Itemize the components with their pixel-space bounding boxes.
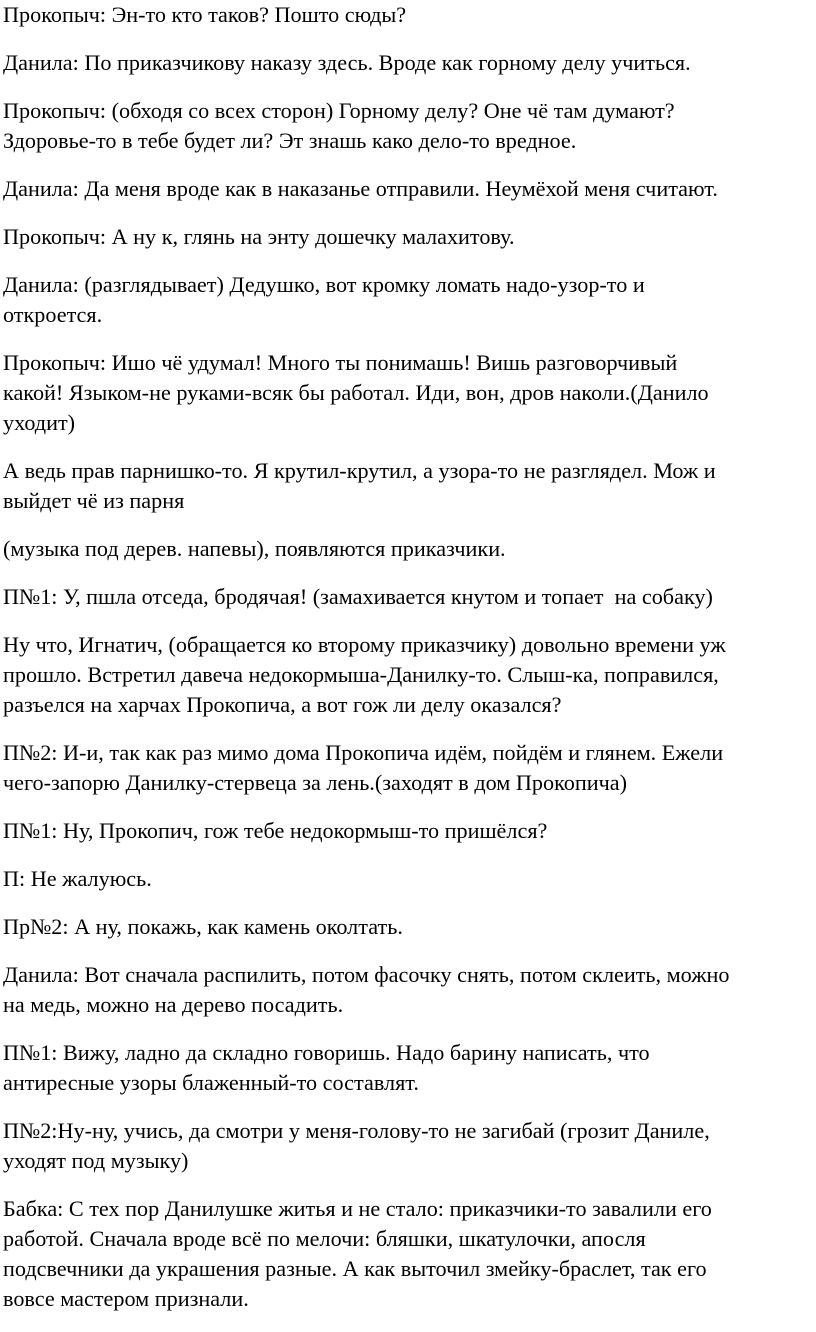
paragraph: П№1: У, пшла отседа, бродячая! (замахивается кнутом и топает на собаку) bbox=[3, 584, 713, 609]
paragraph: Данила: По приказчикову наказу здесь. Вроде как горному делу учиться. bbox=[3, 50, 691, 75]
paragraph: Данила: (разглядывает) Дедушко, вот кромку ломать надо-узор-то и откроется. bbox=[3, 272, 645, 327]
paragraph: А ведь прав парнишко-то. Я крутил-крутил, а узора-то не разглядел. Мож и выйдет чё из парня bbox=[3, 458, 716, 513]
paragraph: Данила: Да меня вроде как в наказанье отправили. Неумёхой меня считают. bbox=[3, 176, 718, 201]
paragraph: Пр№2: А ну, покажь, как камень околтать. bbox=[3, 914, 403, 939]
paragraph: П: Не жалуюсь. bbox=[3, 866, 152, 891]
paragraph: Прокопыч: Ишо чё удумал! Много ты понимашь! Вишь разговорчивый какой! Языком-не руками-всяк бы работал. Иди, вон, дров наколи.(Данило уходит) bbox=[3, 350, 709, 435]
paragraph: Прокопыч: А ну к, глянь на энту дошечку малахитову. bbox=[3, 224, 515, 249]
paragraph: (музыка под дерев. напевы), появляются приказчики. bbox=[3, 536, 506, 561]
paragraph: Ну что, Игнатич, (обращается ко второму приказчику) довольно времени уж прошло. Встретил давеча недокормыша-Данилку-то. Слыш-ка, поправился, разъелся на харчах Прокопича, а вот гож ли делу оказался? bbox=[3, 632, 726, 717]
paragraph: П№1: Ну, Прокопич, гож тебе недокормыш-то пришёлся? bbox=[3, 818, 548, 843]
paragraph: Бабка: С тех пор Данилушке житья и не стало: приказчики-то завалили его работой. Сначала вроде всё по мелочи: бляшки, шкатулочки, апосля подсвечники да украшения разные. А как выточил змейку-браслет, так его вовсе мастером признали. bbox=[3, 1196, 712, 1311]
paragraph: П№1: Вижу, ладно да складно говоришь. Надо барину написать, что антиресные узоры блаженный-то составлят. bbox=[3, 1040, 650, 1095]
paragraph: Прокопыч: (обходя со всех сторон) Горному делу? Оне чё там думают? Здоровье-то в тебе будет ли? Эт знашь како дело-то вредное. bbox=[3, 98, 675, 153]
paragraph: П№2:Ну-ну, учись, да смотри у меня-голову-то не загибай (грозит Даниле, уходят под музыку) bbox=[3, 1118, 710, 1173]
paragraph: П№2: И-и, так как раз мимо дома Прокопича идём, пойдём и глянем. Ежели чего-запорю Данилку-стервеца за лень.(заходят в дом Прокопича) bbox=[3, 740, 724, 795]
paragraph: Данила: Вот сначала распилить, потом фасочку снять, потом склеить, можно на медь, можно на дерево посадить. bbox=[3, 962, 730, 1017]
paragraph: Прокопыч: Эн-то кто таков? Пошто сюды? bbox=[3, 2, 407, 27]
